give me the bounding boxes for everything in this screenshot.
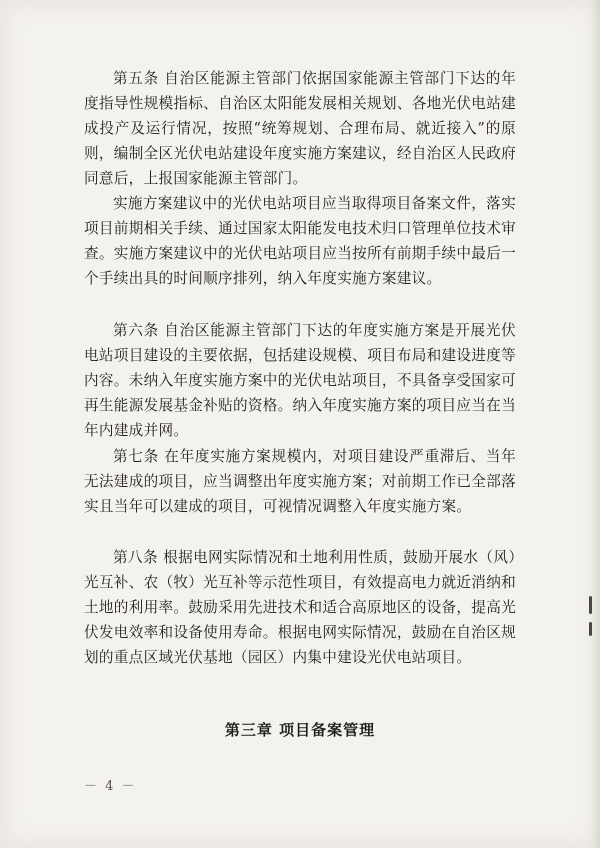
scan-edge-shadow [590,0,600,848]
implementation-plan-paragraph: 实施方案建议中的光伏电站项目应当取得项目备案文件，落实项目前期相关手续、通过国家太阳能发电技术归口管理单位技术审查。实施方案建议中的光伏电站项目应当按所有前期手续中最后一个手续出具的时间顺序排列，纳入年度实施方案建议。 [84,195,516,287]
article-6-paragraph: 第六条 自治区能源主管部门下达的年度实施方案是开展光伏电站项目建设的主要依据，包括建设规模、项目布局和建设进度等内容。未纳入年度实施方案中的光伏电站项目，不具备享受国家可再生能源发展基金补贴的资格。纳入年度实施方案的项目应当在当年内建成并网。 [84,322,516,439]
chapter-heading: 第三章 项目备案管理 [224,721,376,739]
page-number: － 4 － [84,779,137,794]
article-5-paragraph: 第五条 自治区能源主管部门依据国家能源主管部门下达的年度指导性规模指标、自治区太阳能发展相关规划、各地光伏电站建成投产及运行情况，按照“统筹规划、合理布局、就近接入”的原则，编制全区光伏电站建设年度实施方案建议，经自治区人民政府同意后，上报国家能源主管部门。 [84,70,516,187]
article-8-paragraph: 第八条 根据电网实际情况和土地利用性质，鼓励开展水（风）光互补、农（牧）光互补等示范性项目，有效提高电力就近消纳和土地的利用率。鼓励采用先进技术和适合高原地区的设备，提高光伏发电效率和设备使用寿命。根据电网实际情况，鼓励在自治区规划的重点区域光伏基地（园区）内集中建设光伏电站项目。 [84,549,516,666]
article-7-paragraph: 第七条 在年度实施方案规模内，对项目建设严重滞后、当年无法建成的项目，应当调整出年度实施方案；对前期工作已全部落实且当年可以建成的项目，可视情况调整入年度实施方案。 [84,448,516,515]
